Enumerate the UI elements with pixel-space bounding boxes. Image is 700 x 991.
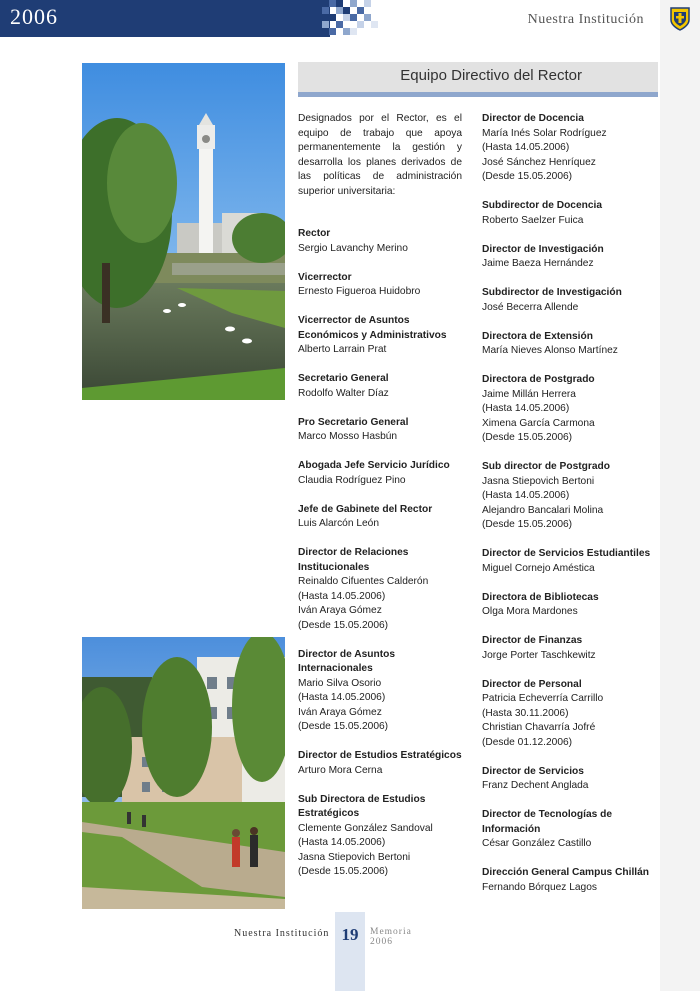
- staff-name: Rodolfo Walter Díaz: [298, 387, 389, 399]
- staff-entry: [482, 866, 654, 895]
- footer-left-label: Nuestra Institución: [234, 928, 330, 939]
- university-shield-icon: [670, 7, 690, 31]
- right-entries-list: [482, 112, 654, 895]
- staff-name: Alejandro Bancalari Molina: [482, 504, 604, 516]
- staff-name: (Desde 15.05.2006): [482, 432, 573, 443]
- staff-name: Franz Dechent Anglada: [482, 780, 589, 791]
- staff-name: Iván Araya Gómez: [298, 706, 382, 718]
- staff-entry: [298, 416, 462, 445]
- right-margin-strip: [660, 0, 700, 991]
- staff-name: María Inés Solar Rodríguez: [482, 127, 607, 139]
- staff-role: Director de Asuntos Internacionales: [298, 648, 395, 674]
- header-year: 2006: [10, 4, 58, 29]
- staff-role: Pro Secretario General: [298, 416, 409, 428]
- left-column: [298, 112, 462, 894]
- staff-entry: [482, 460, 654, 533]
- staff-entry: [298, 793, 462, 880]
- staff-name: José Sánchez Henríquez: [482, 156, 596, 168]
- staff-role: Sub director de Postgrado: [482, 461, 610, 472]
- staff-role: Subdirector de Investigación: [482, 287, 622, 298]
- staff-name: Jaime Millán Herrera: [482, 388, 576, 400]
- staff-role: Director de Servicios: [482, 765, 584, 777]
- staff-name: Marco Mosso Hasbún: [298, 431, 398, 442]
- footer-right-label-line2: 2006: [370, 937, 393, 947]
- staff-name: Roberto Saelzer Fuica: [482, 214, 584, 226]
- staff-name: Clemente González Sandoval: [298, 822, 433, 834]
- footer-right-label-line1: Memoria: [370, 927, 412, 937]
- staff-name: (Hasta 14.05.2006): [298, 837, 386, 848]
- left-entries-list: [298, 227, 462, 880]
- staff-name: (Desde 15.05.2006): [482, 171, 573, 182]
- staff-name: Jasna Stiepovich Bertoni: [298, 851, 411, 863]
- staff-name: Luis Alarcón León: [298, 518, 379, 529]
- staff-name: Jorge Porter Taschkewitz: [482, 649, 596, 661]
- staff-role: Vicerrector de Asuntos Económicos y Administrativos: [298, 315, 447, 341]
- staff-role: Director de Finanzas: [482, 635, 583, 646]
- staff-entry: [298, 459, 462, 488]
- staff-role: Director de Tecnologías de Información: [482, 809, 613, 835]
- staff-name: Miguel Cornejo Améstica: [482, 562, 595, 574]
- staff-entry: [298, 503, 462, 532]
- staff-name: (Hasta 14.05.2006): [482, 142, 570, 153]
- staff-name: Ximena García Carmona: [482, 417, 595, 429]
- staff-entry: [298, 749, 462, 778]
- staff-name: Arturo Mora Cerna: [298, 764, 383, 776]
- staff-role: Directora de Extensión: [482, 330, 593, 342]
- campus-buildings-photo: [82, 637, 285, 909]
- footer-right-label: [370, 927, 412, 947]
- staff-name: Alberto Larrain Prat: [298, 344, 387, 355]
- staff-name: (Hasta 30.11.2006): [482, 707, 569, 719]
- staff-name: (Hasta 14.05.2006): [298, 590, 386, 602]
- heading-rule: [298, 92, 658, 97]
- staff-entry: [482, 634, 654, 663]
- staff-role: Director de Personal: [482, 678, 582, 690]
- staff-entry: [298, 648, 462, 735]
- staff-name: (Hasta 14.05.2006): [298, 692, 386, 703]
- staff-role: Vicerrector: [298, 271, 352, 283]
- staff-role: Abogada Jefe Servicio Jurídico: [298, 460, 450, 471]
- staff-role: Jefe de Gabinete del Rector: [298, 503, 433, 515]
- staff-entry: [482, 765, 654, 794]
- staff-role: Sub Directora de Estudios Estratégicos: [298, 793, 426, 819]
- staff-entry: [298, 546, 462, 633]
- staff-entry: [482, 286, 654, 315]
- right-column: [482, 112, 654, 910]
- page-number: 19: [341, 925, 359, 944]
- staff-name: Olga Mora Mardones: [482, 606, 578, 617]
- staff-entry: [482, 330, 654, 359]
- staff-entry: [482, 199, 654, 228]
- page-heading: Equipo Directivo del Rector: [400, 67, 582, 84]
- staff-name: Sergio Lavanchy Merino: [298, 242, 408, 254]
- staff-entry: [298, 227, 462, 256]
- staff-name: Mario Silva Osorio: [298, 677, 382, 689]
- staff-entry: [298, 372, 462, 401]
- staff-entry: [482, 243, 654, 272]
- staff-entry: [298, 271, 462, 300]
- staff-entry: [482, 112, 654, 185]
- staff-name: José Becerra Allende: [482, 301, 579, 313]
- campus-clock-tower-photo: [82, 63, 285, 400]
- staff-name: César González Castillo: [482, 838, 592, 849]
- staff-role: Directora de Postgrado: [482, 374, 595, 385]
- staff-role: Director de Docencia: [482, 113, 584, 124]
- staff-name: Jasna Stiepovich Bertoni: [482, 475, 595, 487]
- staff-role: Secretario General: [298, 373, 389, 384]
- staff-name: (Hasta 14.05.2006): [482, 490, 570, 501]
- staff-name: (Desde 01.12.2006): [482, 736, 573, 748]
- header-band: [0, 0, 330, 37]
- staff-entry: [298, 314, 462, 358]
- staff-role: Subdirector de Docencia: [482, 200, 603, 211]
- staff-name: (Desde 15.05.2006): [298, 721, 389, 732]
- staff-name: Reinaldo Cifuentes Calderón: [298, 576, 429, 587]
- staff-name: Christian Chavarría Jofré: [482, 722, 596, 733]
- staff-role: Director de Relaciones Institucionales: [298, 547, 409, 573]
- staff-name: María Nieves Alonso Martínez: [482, 345, 618, 356]
- heading-bar: [298, 62, 658, 92]
- staff-name: (Desde 15.05.2006): [298, 866, 389, 877]
- staff-role: Director de Estudios Estratégicos: [298, 750, 462, 761]
- staff-role: Rector: [298, 228, 331, 239]
- staff-entry: [482, 591, 654, 620]
- staff-name: Jaime Baeza Hernández: [482, 258, 594, 269]
- staff-entry: [482, 678, 654, 751]
- staff-name: Iván Araya Gómez: [298, 605, 382, 616]
- staff-name: (Desde 15.05.2006): [482, 519, 573, 530]
- staff-name: Ernesto Figueroa Huidobro: [298, 286, 421, 297]
- staff-name: Patricia Echeverría Carrillo: [482, 693, 604, 704]
- staff-role: Dirección General Campus Chillán: [482, 867, 650, 878]
- staff-role: Director de Investigación: [482, 243, 604, 255]
- staff-name: Claudia Rodríguez Pino: [298, 474, 406, 486]
- staff-entry: [482, 808, 654, 852]
- staff-entry: [482, 547, 654, 576]
- pixel-mosaic-decoration: [322, 0, 378, 37]
- staff-name: Fernando Bórquez Lagos: [482, 881, 597, 893]
- section-title: Nuestra Institución: [527, 12, 644, 27]
- intro-paragraph: Designados por el Rector, es el equipo de trabajo que apoya permanentemente la gestión y desarrolla los planes derivados de las políticas de administración superior universitaria:: [298, 113, 462, 197]
- staff-name: (Hasta 14.05.2006): [482, 403, 570, 414]
- page-number-box: [335, 912, 365, 991]
- staff-entry: [482, 373, 654, 446]
- staff-name: (Desde 15.05.2006): [298, 619, 389, 631]
- staff-role: Directora de Bibliotecas: [482, 591, 599, 603]
- staff-role: Director de Servicios Estudiantiles: [482, 548, 651, 559]
